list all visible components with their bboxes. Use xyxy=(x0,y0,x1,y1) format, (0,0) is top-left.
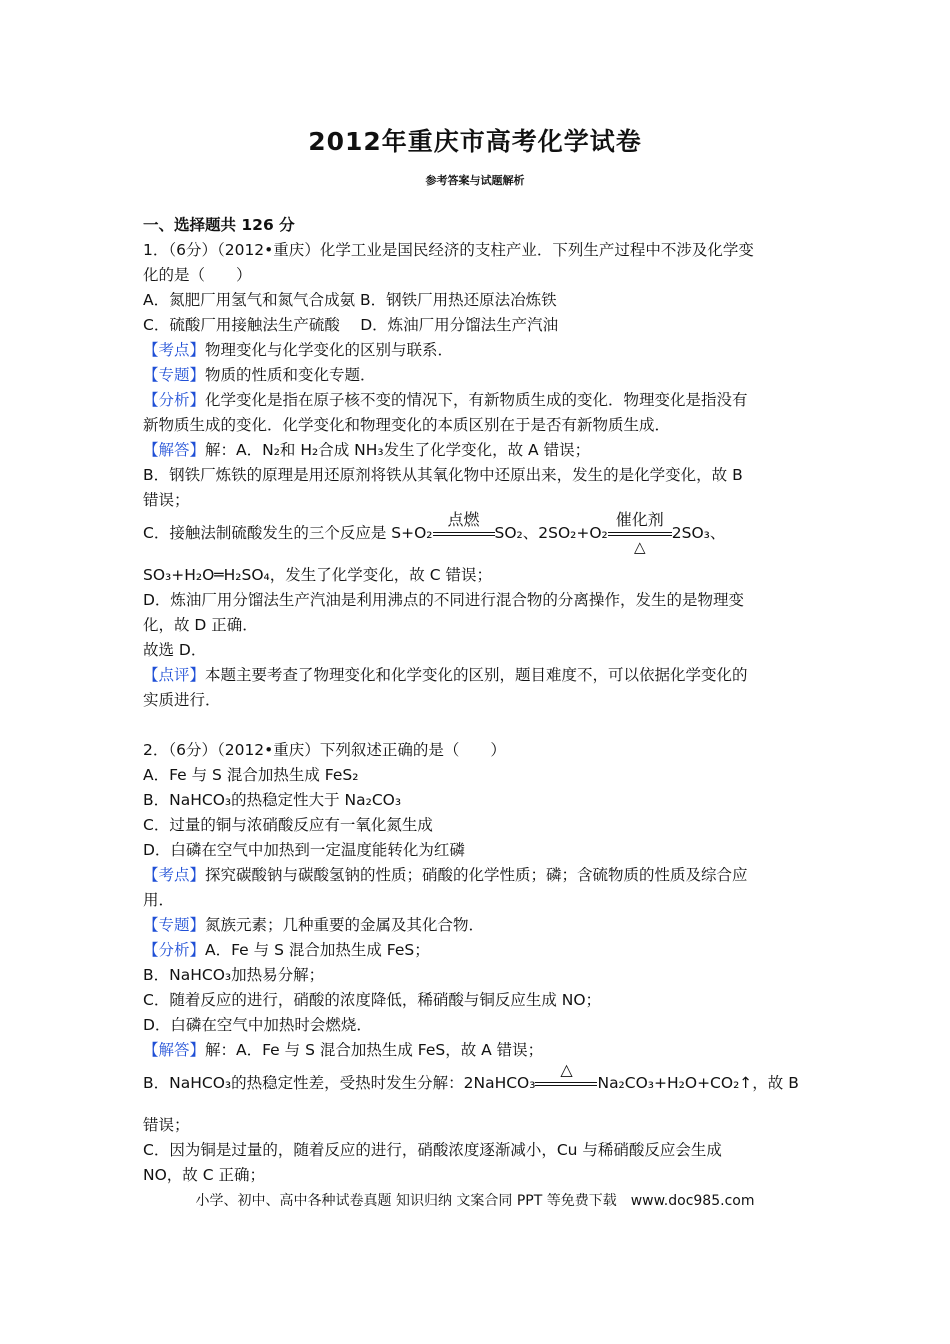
q2-option-a: A．Fe 与 S 混合加热生成 FeS₂ xyxy=(143,766,359,784)
q2-jieda-c1: C．因为铜是过量的，随着反应的进行，硝酸浓度逐渐减小，Cu 与稀硝酸反应会生成 xyxy=(143,1141,722,1159)
q1-jieda xyxy=(143,438,813,463)
eq-text: SO₂、2SO₂+O₂ xyxy=(494,524,608,542)
q2-jieda-b2: 错误； xyxy=(143,1116,190,1134)
q1-kaodian xyxy=(143,338,813,363)
eq-text: B．NaHCO₃的热稳定性差，受热时发生分解：2NaHCO₃ xyxy=(143,1074,536,1092)
eq-text: Na₂CO₃+H₂O+CO₂↑，故 B xyxy=(597,1074,799,1092)
q2-stem: 2．（6分）（2012•重庆）下列叙述正确的是（ ） xyxy=(143,741,506,759)
q1-fenxi-text: 化学变化是指在原子核不变的情况下，有新物质生成的变化．物理变化是指没有 xyxy=(205,391,748,409)
page-subtitle: 参考答案与试题解析 xyxy=(425,174,525,187)
tag-label: 【点评】 xyxy=(143,666,206,684)
q1-fenxi xyxy=(143,388,813,413)
q2-jieda-c2: NO，故 C 正确； xyxy=(143,1166,265,1184)
reaction-arrow-heat xyxy=(535,1060,597,1096)
q1-jieda-a: 解：A．N₂和 H₂合成 NH₃发生了化学变化，故 A 错误； xyxy=(205,441,591,459)
q2-fenxi-b: B．NaHCO₃加热易分解； xyxy=(143,966,325,984)
q2-kaodian xyxy=(143,863,813,888)
q1-jieda-c2: SO₃+H₂O═H₂SO₄，发生了化学变化，故 C 错误； xyxy=(143,566,492,584)
q1-jieda-b2: 错误； xyxy=(143,491,190,509)
q1-options-ab: A．氮肥厂用氢气和氮气合成氨 B．钢铁厂用热还原法冶炼铁 xyxy=(143,291,557,309)
heat-symbol: △ xyxy=(634,538,646,556)
q1-zhuanti xyxy=(143,363,813,388)
section-heading: 一、选择题共 126 分 xyxy=(143,216,295,234)
tag-label: 【考点】 xyxy=(143,866,206,884)
document-body xyxy=(143,213,813,1188)
q2-fenxi-d: D．白磷在空气中加热时会燃烧． xyxy=(143,1016,372,1034)
tag-label: 【解答】 xyxy=(143,441,206,459)
tag-label: 【分析】 xyxy=(143,391,206,409)
q2-fenxi-a: A．Fe 与 S 混合加热生成 FeS； xyxy=(205,941,430,959)
q2-fenxi xyxy=(143,938,813,963)
q1-jieda-d1: D．炼油厂用分馏法生产汽油是利用沸点的不同进行混合物的分离操作，发生的是物理变 xyxy=(143,591,744,609)
q2-jieda-b-equation xyxy=(143,1060,813,1105)
tag-label: 【分析】 xyxy=(143,941,206,959)
q1-stem-line2: 化的是（ ） xyxy=(143,266,252,284)
q2-option-c: C．过量的铜与浓硝酸反应有一氧化氮生成 xyxy=(143,816,433,834)
page-footer: 小学、初中、高中各种试卷真题 知识归纳 文案合同 PPT 等免费下载 www.doc985.com xyxy=(195,1193,755,1209)
q1-stem-line1: 1．（6分）（2012•重庆）化学工业是国民经济的支柱产业．下列生产过程中不涉及化学变 xyxy=(143,241,754,259)
q2-jieda xyxy=(143,1038,813,1063)
eq-text: C．接触法制硫酸发生的三个反应是 S+O₂ xyxy=(143,524,433,542)
q1-choice: 故选 D． xyxy=(143,641,207,659)
q2-kaodian-line2: 用． xyxy=(143,891,175,909)
q1-jieda-d2: 化，故 D 正确． xyxy=(143,616,258,634)
q1-dianping xyxy=(143,663,813,688)
q1-zhuanti-text: 物质的性质和变化专题． xyxy=(205,366,376,384)
eq-text: 2SO₃、 xyxy=(671,524,726,542)
q1-dianping-line2: 实质进行． xyxy=(143,691,221,709)
reaction-arrow-ignite xyxy=(433,510,495,546)
page-title: 2012年重庆市高考化学试卷 xyxy=(308,127,642,156)
q2-zhuanti-text: 氮族元素；几种重要的金属及其化合物． xyxy=(205,916,485,934)
q1-options-cd: C．硫酸厂用接触法生产硫酸 D．炼油厂用分馏法生产汽油 xyxy=(143,316,559,334)
reaction-arrow-catalyst xyxy=(608,510,672,556)
q2-fenxi-c: C．随着反应的进行，硝酸的浓度降低，稀硝酸与铜反应生成 NO； xyxy=(143,991,602,1009)
reaction-condition: 催化剂 xyxy=(615,510,664,529)
q1-dianping-text: 本题主要考查了物理变化和化学变化的区别，题目难度不，可以依据化学变化的 xyxy=(205,666,748,684)
q2-option-b: B．NaHCO₃的热稳定性大于 Na₂CO₃ xyxy=(143,791,402,809)
q2-zhuanti xyxy=(143,913,813,938)
reaction-condition: 点燃 xyxy=(447,510,480,529)
tag-label: 【考点】 xyxy=(143,341,206,359)
tag-label: 【解答】 xyxy=(143,1041,206,1059)
q1-jieda-b1: B．钢铁厂炼铁的原理是用还原剂将铁从其氧化物中还原出来，发生的是化学变化，故 B xyxy=(143,466,743,484)
q2-option-d: D．白磷在空气中加热到一定温度能转化为红磷 xyxy=(143,841,465,859)
q2-jieda-a: 解：A．Fe 与 S 混合加热生成 FeS，故 A 错误； xyxy=(205,1041,544,1059)
tag-label: 【专题】 xyxy=(143,366,206,384)
q1-fenxi-line2: 新物质生成的变化．化学变化和物理变化的本质区别在于是否有新物质生成． xyxy=(143,416,671,434)
q1-jieda-c-equation xyxy=(143,510,813,556)
heat-symbol: △ xyxy=(560,1060,573,1079)
tag-label: 【专题】 xyxy=(143,916,206,934)
q1-kaodian-text: 物理变化与化学变化的区别与联系． xyxy=(205,341,454,359)
q2-kaodian-text: 探究碳酸钠与碳酸氢钠的性质；硝酸的化学性质；磷；含硫物质的性质及综合应 xyxy=(205,866,748,884)
